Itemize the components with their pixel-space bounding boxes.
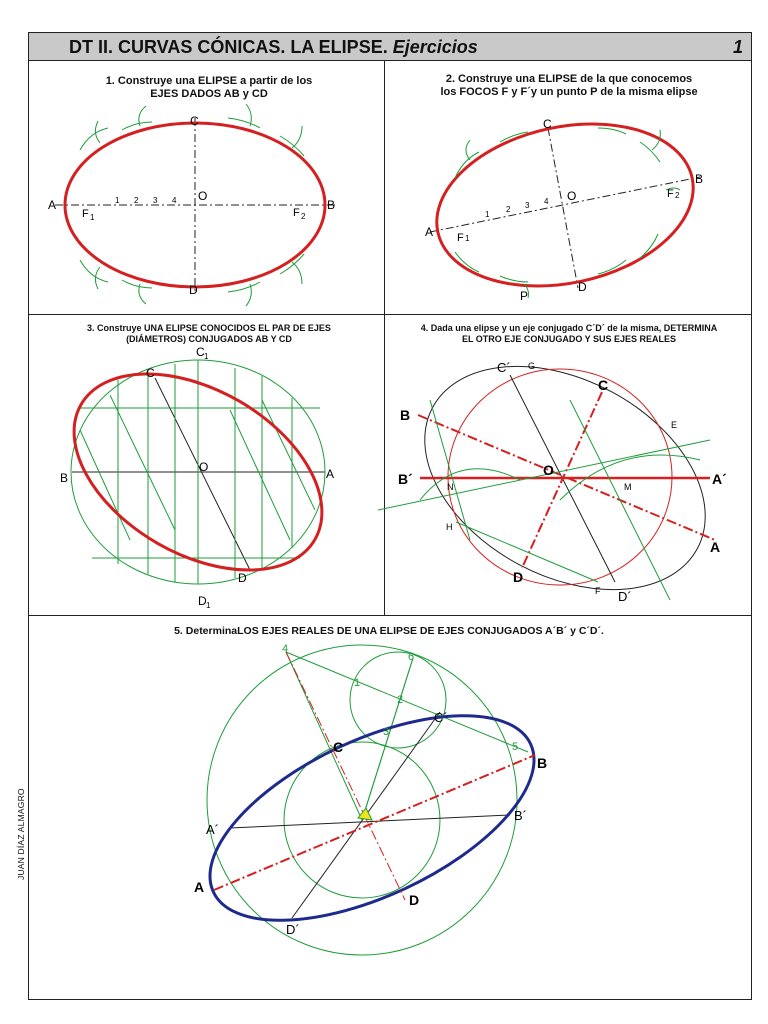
ex5-label-ap: A´ bbox=[206, 822, 219, 837]
ex5-label-d: D bbox=[409, 892, 420, 908]
ex2-label-3: 3 bbox=[525, 201, 530, 210]
ex4-label-dp: D´ bbox=[618, 589, 632, 604]
ex3-label-c1: C bbox=[196, 345, 205, 359]
ex1-label-f1: F bbox=[82, 208, 89, 220]
exercise-2-drawing bbox=[422, 102, 709, 309]
ex3-label-o: O bbox=[199, 460, 209, 474]
exercise-5-caption-line1: 5. DeterminaLOS EJES REALES DE UNA ELIPSE DE EJES CONJUGADOS A´B´ y C´D´. bbox=[174, 625, 604, 637]
ex4-label-c: C bbox=[598, 377, 609, 393]
exercise-4-caption-line1: 4. Dada una elipse y un eje conjugado C´D´ de la misma, DETERMINA bbox=[420, 323, 718, 333]
exercise-4-drawing bbox=[378, 321, 743, 635]
green-lines-4 bbox=[378, 400, 710, 600]
ex4-label-e: E bbox=[671, 420, 678, 430]
exercise-1-drawing bbox=[48, 104, 335, 306]
ex4-label-g: G bbox=[528, 361, 536, 371]
ex1-label-4: 4 bbox=[172, 196, 177, 205]
title-text: DT II. CURVAS CÓNICAS. LA ELIPSE. bbox=[69, 37, 388, 57]
ex2-label-f1-sub: 1 bbox=[465, 234, 470, 243]
ex5-label-c: C bbox=[333, 739, 344, 755]
author-credit: JUAN DÍAZ ALMAGRO bbox=[16, 788, 26, 880]
ex3-label-c: C bbox=[146, 366, 155, 380]
ex2-label-p: P bbox=[520, 289, 529, 303]
ex3-label-b: B bbox=[60, 471, 69, 485]
axis-ab-5 bbox=[214, 755, 535, 890]
ex4-label-b: B bbox=[400, 407, 411, 423]
exercise-3-caption-line1: 3. Construye UNA ELIPSE CONOCIDOS EL PAR DE EJES bbox=[87, 323, 331, 333]
ex5-label-bp: B´ bbox=[514, 808, 527, 823]
ex4-label-n: N bbox=[447, 482, 454, 492]
exercise-3-caption-line2: (DIÁMETROS) CONJUGADOS AB Y CD bbox=[126, 333, 292, 344]
ex5-label-2: 2 bbox=[397, 694, 404, 706]
exercise-3-drawing bbox=[40, 333, 356, 610]
ex3-label-d1: D bbox=[198, 594, 207, 608]
exercise-1-caption-line2: EJES DADOS AB y CD bbox=[150, 88, 268, 101]
ex1-label-f2-sub: 2 bbox=[301, 212, 306, 221]
ex2-label-f1: F bbox=[457, 232, 464, 244]
ex1-label-3: 3 bbox=[153, 196, 158, 205]
title-subtitle: Ejercicios bbox=[392, 37, 478, 57]
exercise-2-caption-line1: 2. Construye una ELIPSE de la que conocemos bbox=[445, 73, 693, 85]
ex5-label-4: 4 bbox=[282, 643, 289, 655]
ex4-label-cp: C´ bbox=[497, 360, 511, 375]
ex2-label-f2: F bbox=[667, 188, 674, 200]
ex2-label-c: C bbox=[543, 117, 552, 131]
ex3-label-d: D bbox=[238, 571, 247, 585]
axis-cd-4 bbox=[522, 392, 602, 568]
ex5-label-dp: D´ bbox=[286, 922, 300, 937]
ex2-label-f2-sub: 2 bbox=[675, 191, 680, 200]
exercise-4-caption-line2: EL OTRO EJE CONJUGADO Y SUS EJES REALES bbox=[461, 333, 677, 344]
ex4-label-m: M bbox=[624, 482, 632, 492]
ex1-label-d: D bbox=[189, 283, 198, 297]
ex2-label-1: 1 bbox=[485, 210, 490, 219]
ex2-label-a: A bbox=[425, 225, 434, 239]
green-construction-5 bbox=[286, 652, 528, 820]
ex4-label-bp: B´ bbox=[398, 471, 413, 487]
ex2-label-o: O bbox=[567, 189, 577, 203]
ex1-label-b: B bbox=[327, 198, 336, 212]
ex1-label-o: O bbox=[198, 189, 208, 203]
ex4-label-ap: A´ bbox=[712, 471, 727, 487]
page-number: 1 bbox=[732, 37, 743, 57]
diameter-cd-3 bbox=[155, 378, 250, 570]
ex4-label-f: F bbox=[595, 586, 601, 596]
exercise-1-caption-line1: 1. Construye una ELIPSE a partir de los bbox=[105, 75, 313, 87]
axis-cd-5 bbox=[286, 652, 405, 900]
ex3-label-a: A bbox=[326, 467, 335, 481]
ex5-label-b: B bbox=[537, 755, 548, 771]
green-circle-large bbox=[207, 645, 517, 955]
ex5-label-6: 6 bbox=[408, 651, 415, 663]
ex4-label-d: D bbox=[513, 569, 524, 585]
ex2-label-2: 2 bbox=[506, 205, 511, 214]
ex2-label-b: B bbox=[695, 172, 704, 186]
ex5-label-cp: C´ bbox=[434, 710, 448, 725]
ex1-label-a: A bbox=[48, 198, 57, 212]
ex2-label-d: D bbox=[578, 280, 587, 294]
exercise-2-caption-line2: los FOCOS F y F´y un punto P de la misma elipse bbox=[440, 86, 698, 99]
axis-ab-2 bbox=[430, 177, 700, 232]
ex3-label-c1-sub: 1 bbox=[204, 352, 209, 361]
ex2-label-4: 4 bbox=[544, 197, 549, 206]
exercise-5-drawing bbox=[180, 643, 563, 963]
ex4-label-a: A bbox=[710, 539, 721, 555]
axis-cd-2 bbox=[548, 128, 578, 288]
ellipse-2 bbox=[422, 102, 709, 309]
ex1-label-2: 2 bbox=[134, 196, 139, 205]
ex5-label-1: 1 bbox=[354, 677, 361, 689]
ex1-label-f2: F bbox=[293, 207, 300, 219]
ex5-label-3: 3 bbox=[383, 726, 390, 738]
ex4-label-h: H bbox=[446, 522, 453, 532]
ex4-label-o: O bbox=[543, 462, 554, 478]
ex5-label-5: 5 bbox=[512, 741, 519, 753]
ex1-label-c: C bbox=[190, 114, 199, 128]
ex5-label-a: A bbox=[194, 879, 205, 895]
ellipse-5 bbox=[180, 673, 563, 962]
ex1-label-1: 1 bbox=[115, 196, 120, 205]
ex1-label-f1-sub: 1 bbox=[90, 213, 95, 222]
ex3-label-d1-sub: 1 bbox=[206, 601, 211, 610]
